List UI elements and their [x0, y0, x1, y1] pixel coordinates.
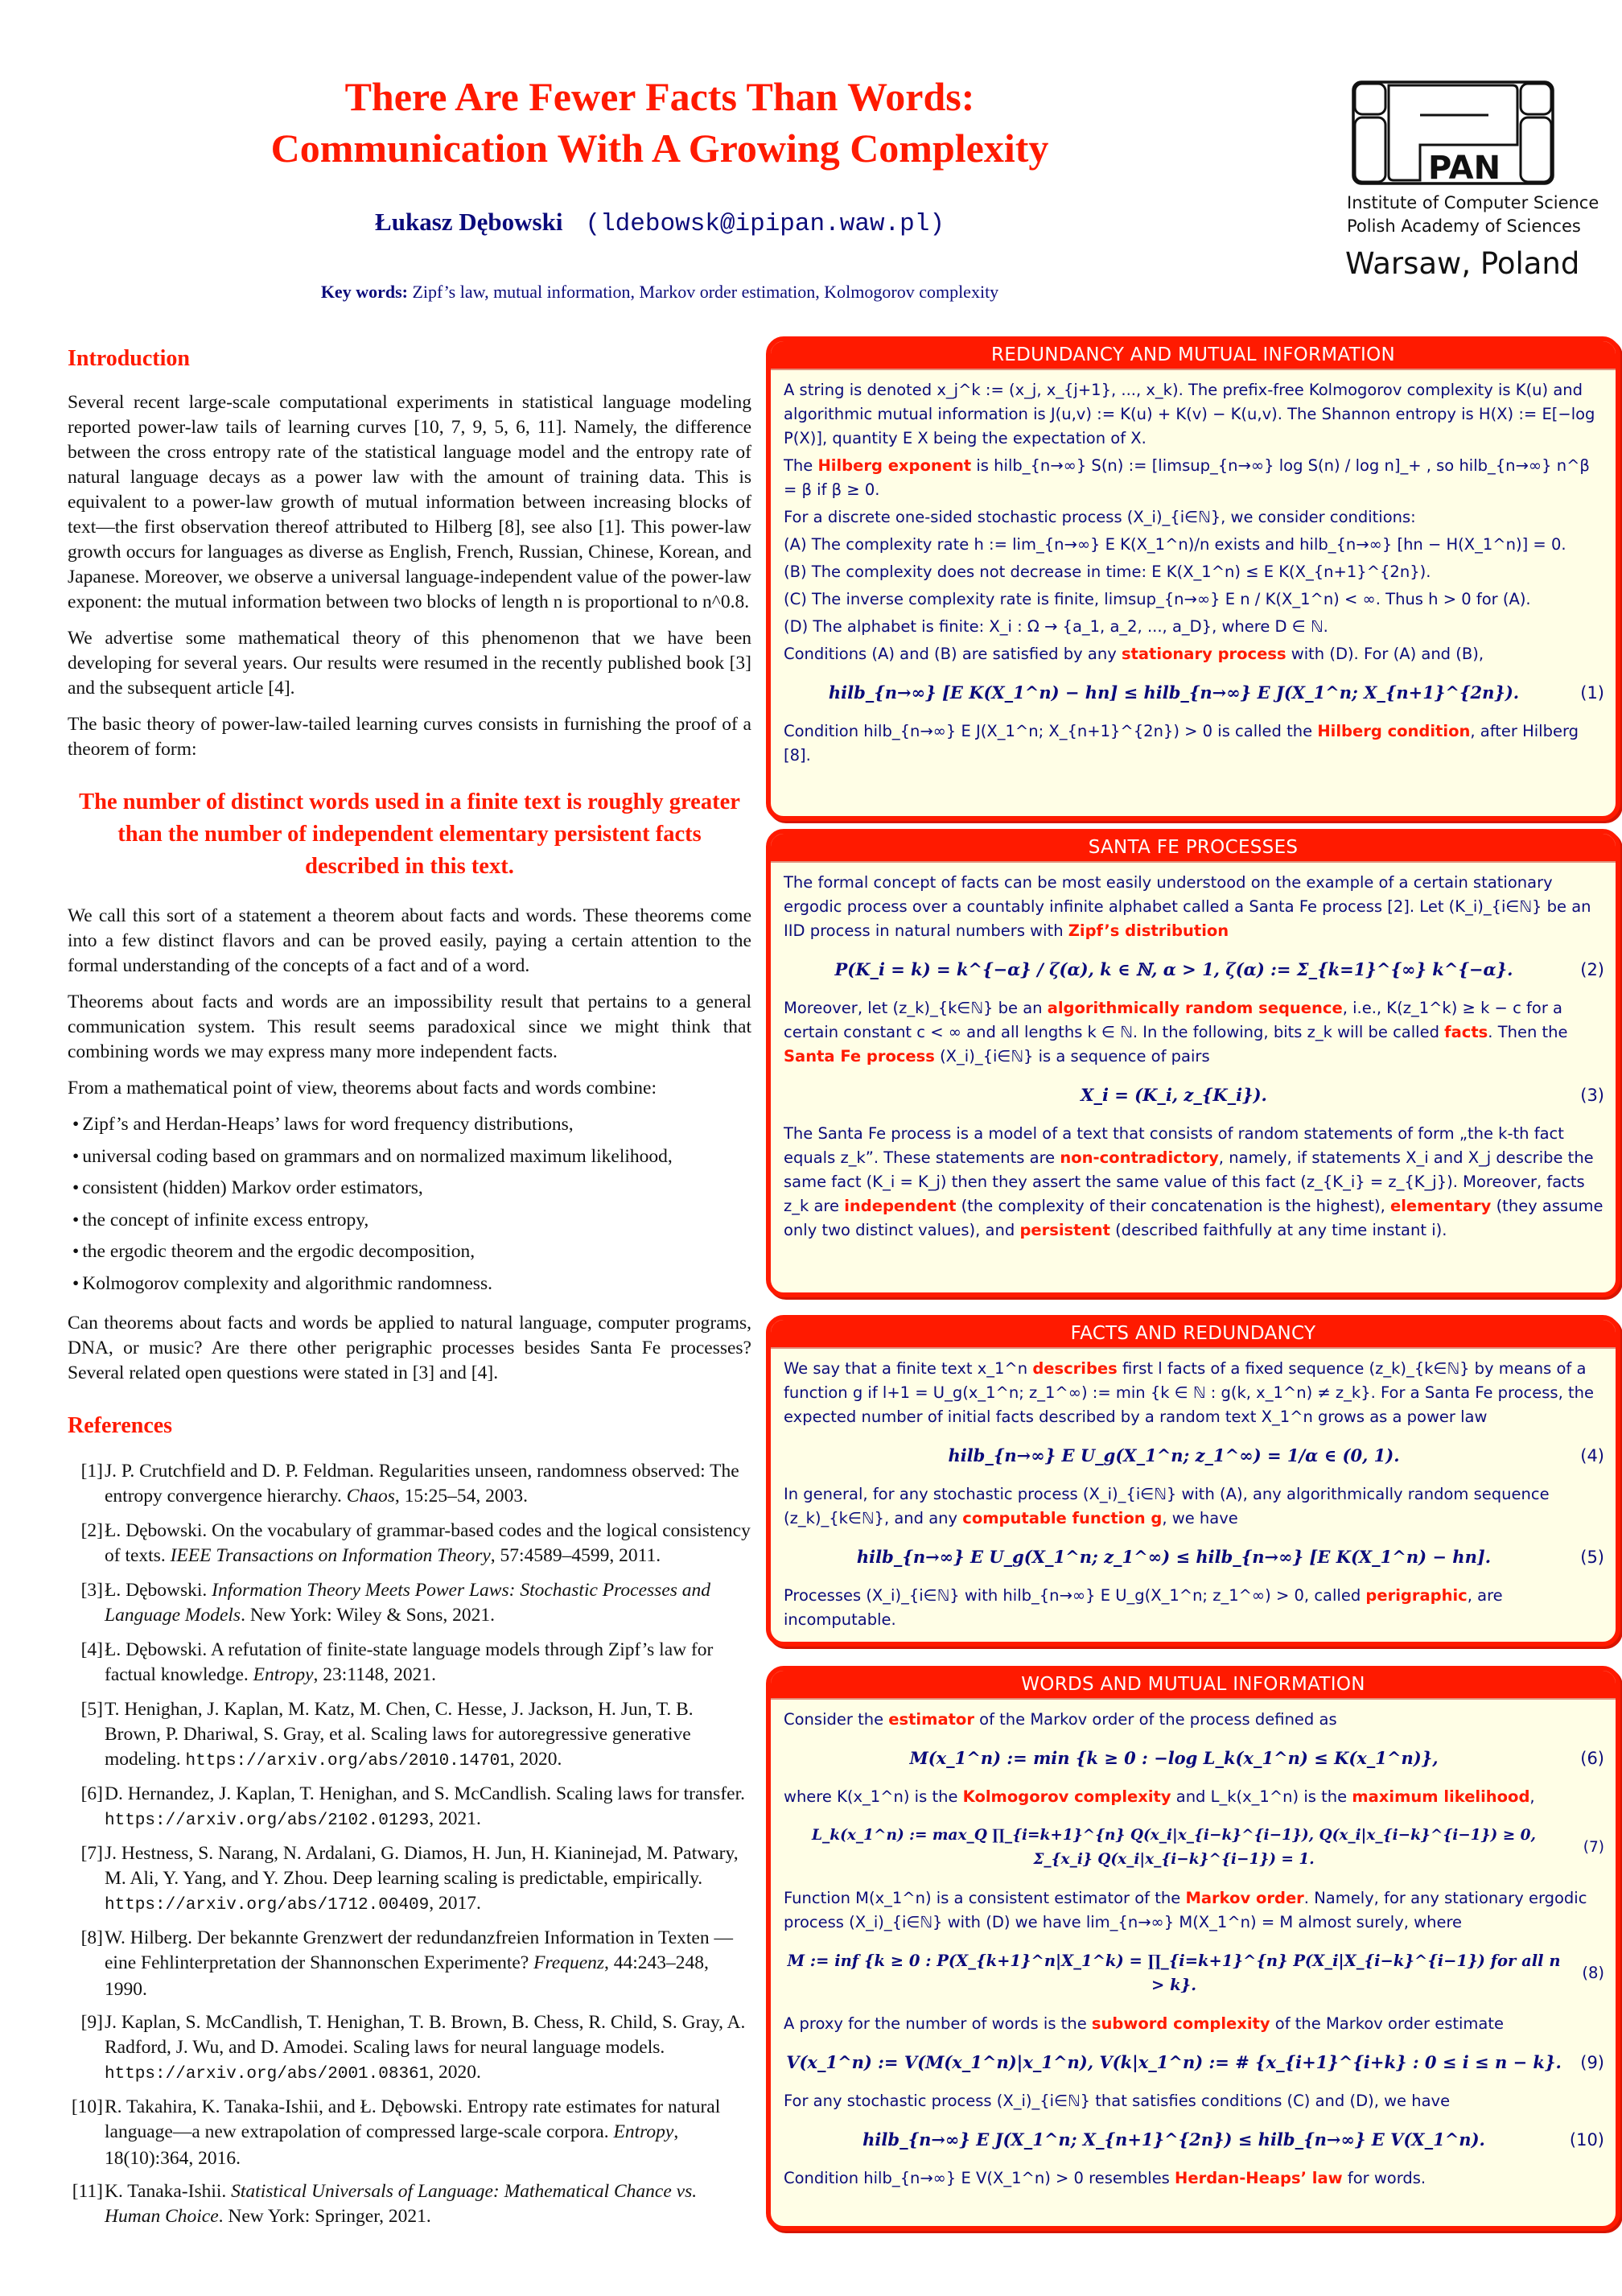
text: first l facts of a fixed sequence (z_k)_{k∈ℕ} by means of a function g if l+1 = U_g(x_1^n; z_1^∞) := min {k ∈ ℕ : g(k, x_1^n) ≠ z_k}. For a Santa Fe process, the expected number of initial facts described by a random text X_1^n grows as a power law	[784, 1359, 1594, 1426]
list-item: • consistent (hidden) Markov order estimators,	[72, 1176, 751, 1201]
reference-authors-title: R. Takahira, K. Tanaka-Ishii, and Ł. Dębowski. Entropy rate estimates for natural language—a new extrapolation of compressed large-scale corpora.	[105, 2096, 721, 2142]
text: The Santa Fe process is a model of a text that consists of random statements of form „the k-th fact equals z_k”. These statements are	[784, 1124, 1564, 1167]
reference-text	[105, 2010, 751, 2087]
intro-paragraph-5: Theorems about facts and words are an impossibility result that pertains to a general communication system. This result seems paradoxical since we might think that combining words we may express many more independent facts.	[68, 991, 751, 1062]
term-perigraphic: perigraphic	[1365, 1586, 1468, 1605]
box-santa-fe	[766, 829, 1620, 1297]
reference-number: [9]	[80, 2011, 103, 2033]
author-line	[0, 208, 1319, 238]
text: We say that a finite text x_1^n	[784, 1359, 1033, 1378]
term-subword-complexity: subword complexity	[1091, 2014, 1270, 2033]
text: Consider the	[784, 1710, 889, 1729]
text: ,	[1529, 1787, 1535, 1806]
reference-details: . New York: Wiley & Sons, 2021.	[241, 1604, 495, 1626]
reference-text	[105, 1782, 751, 1833]
reference-item	[68, 2095, 751, 2171]
institute-name: Institute of Computer Science	[1347, 193, 1599, 212]
introduction-heading: Introduction	[68, 346, 190, 371]
reference-details: , 2017.	[429, 1892, 481, 1914]
text: , after Hilberg [8].	[784, 722, 1579, 765]
redundancy-paragraph-2	[784, 454, 1604, 502]
equation-number: (3)	[1580, 1086, 1604, 1105]
text: . Namely, for any stationary ergodic process (X_i)_{i∈ℕ} with (D) we have lim_{n→∞} M(X_1^n) = M almost surely, where	[784, 1889, 1587, 1931]
reference-url[interactable]: https://arxiv.org/abs/2010.14701	[185, 1751, 510, 1770]
references-heading: References	[68, 1412, 173, 1438]
term-algorithmically-random: algorithmically random sequence	[1047, 999, 1343, 1017]
condition-d: (D) The alphabet is finite: X_i : Ω → {a_1, a_2, ..., a_D}, where D ∈ ℕ.	[784, 617, 1328, 636]
reference-number: [7]	[80, 1842, 103, 1864]
box-words-mutual-information	[766, 1666, 1620, 2231]
words-paragraph-4	[784, 2012, 1604, 2036]
text: The formal concept of facts can be most easily understood on the example of a certain stationary ergodic process over a countably infinite alphabet called a Santa Fe process [2]. Let (K_i)_{i∈ℕ} be an IID process in natural numbers with	[784, 873, 1591, 940]
intro-paragraph-1: Several recent large-scale computational experiments in statistical language modeling reported power-law tails of learning curves [10, 7, 9, 5, 6, 11]. Namely, the difference between the cross entropy rate of the statistical language model and the entropy rate of natural language decays as a power law with the amount of training data. This is equivalent to a power-law growth of mutual information between increasing blocks of text—the first observation thereof attributed to Hilberg [8], see also [1]. This power-law growth occurs for languages as diverse as English, French, Russian, Chinese, Korean, and Japanese. Moreover, we observe a universal language-independent value of the power-law exponent: the mutual information between two blocks of length n is proportional to n^0.8.	[68, 392, 751, 612]
equation-number: (6)	[1580, 1749, 1604, 1768]
list-item: • the ergodic theorem and the ergodic decomposition,	[72, 1239, 751, 1264]
equation-number: (1)	[1580, 683, 1604, 703]
text: , are incomputable.	[784, 1586, 1503, 1629]
text: . Then the	[1488, 1023, 1568, 1041]
text: In general, for any stochastic process (X_i)_{i∈ℕ} with (A), any algorithmically random sequence (z_k)_{k∈ℕ}, and any	[784, 1485, 1550, 1527]
equation-number: (8)	[1582, 1964, 1604, 1982]
reference-item	[68, 1697, 751, 1774]
condition-b: (B) The complexity does not decrease in time: E K(X_1^n) ≤ E K(X_{n+1}^{2n}).	[784, 563, 1431, 581]
formula: X_i = (K_i, z_{K_i}).	[1081, 1085, 1267, 1105]
intro-paragraph-2: We advertise some mathematical theory of this phenomenon that we have been developing for several years. Our results were resumed in the recently published book [3] and the subsequent article [4].	[68, 628, 751, 699]
reference-number: [3]	[80, 1579, 103, 1601]
reference-number: [1]	[80, 1460, 103, 1482]
reference-text	[105, 1519, 751, 1570]
term-non-contradictory: non-contradictory	[1060, 1148, 1219, 1167]
term-kolmogorov-complexity: Kolmogorov complexity	[962, 1787, 1171, 1806]
text: where K(x_1^n) is the	[784, 1787, 963, 1806]
reference-number: [10]	[71, 2096, 103, 2117]
reference-details: , 2021.	[429, 1808, 481, 1829]
title-line-1: There Are Fewer Facts Than Words:	[344, 74, 975, 119]
text: for words.	[1342, 2169, 1426, 2187]
reference-text	[105, 1578, 751, 1630]
equation-number: (5)	[1580, 1548, 1604, 1567]
reference-url[interactable]: https://arxiv.org/abs/2001.08361	[105, 2064, 430, 2084]
equation-1	[784, 681, 1604, 705]
term-maximum-likelihood: maximum likelihood	[1352, 1787, 1530, 1806]
equation-number: (4)	[1580, 1446, 1604, 1465]
reference-url[interactable]: https://arxiv.org/abs/2102.01293	[105, 1811, 430, 1830]
formula: V(x_1^n) := V(M(x_1^n)|x_1^n), V(k|x_1^n) := # {x_{i+1}^{i+k} : 0 ≤ i ≤ n − k}.	[786, 2052, 1562, 2072]
santafe-paragraph-3	[784, 1122, 1604, 1243]
list-item: • universal coding based on grammars and on normalized maximum likelihood,	[72, 1144, 751, 1169]
reference-details: , 15:25–54, 2003.	[394, 1485, 529, 1507]
equation-5	[784, 1545, 1604, 1569]
list-item: • Zipf’s and Herdan-Heaps’ laws for word frequency distributions,	[72, 1112, 751, 1137]
reference-venue: Entropy	[253, 1663, 314, 1685]
box-words-title: WORDS AND MUTUAL INFORMATION	[771, 1671, 1616, 1700]
reference-details: , 23:1148, 2021.	[313, 1663, 437, 1685]
reference-number: [11]	[72, 2180, 103, 2202]
text: (they assume only two distinct values), and	[784, 1197, 1603, 1239]
term-elementary: elementary	[1390, 1197, 1492, 1215]
reference-number: [2]	[80, 1519, 103, 1541]
reference-url[interactable]: https://arxiv.org/abs/1712.00409	[105, 1895, 430, 1915]
list-item: • the concept of infinite excess entropy,	[72, 1208, 751, 1233]
formula: L_k(x_1^n) := max_Q ∏_{i=k+1}^{n} Q(x_i|x_{i−k}^{i−1}), Q(x_i|x_{i−k}^{i−1}) ≥ 0, Σ_{x_i} Q(x_i|x_{i−k}^{i−1}) = 1.	[812, 1827, 1536, 1868]
term-facts: facts	[1444, 1023, 1488, 1041]
main-claim: The number of distinct words used in a finite text is roughly greater than the number of independent elementary persistent facts described in this text.	[79, 789, 740, 879]
equation-number: (9)	[1580, 2053, 1604, 2072]
city-name: Warsaw, Poland	[1345, 246, 1580, 281]
poster-title	[0, 71, 1319, 174]
term-stationary-process: stationary process	[1121, 645, 1286, 663]
reference-details: . New York: Springer, 2021.	[218, 2205, 431, 2227]
redundancy-paragraph-3: For a discrete one-sided stochastic process (X_i)_{i∈ℕ}, we consider conditions:	[784, 508, 1416, 526]
redundancy-paragraph-1: A string is denoted x_j^k := (x_j, x_{j+1}, ..., x_k). The prefix-free Kolmogorov complexity is K(u) and algorithmic mutual information is J(u,v) := K(u) + K(v) − K(u,v). The Shannon entropy is H(X) := E[−log P(X)], quantity E X being the expectation of X.	[784, 381, 1595, 447]
reference-text	[105, 1841, 751, 1918]
keywords-label: Key words:	[320, 282, 408, 302]
reference-text	[105, 2095, 751, 2171]
reference-authors-title: Ł. Dębowski. A refutation of finite-state language models through Zipf’s law for factual knowledge.	[105, 1639, 714, 1685]
reference-authors-title: Ł. Dębowski. On the vocabulary of grammar-based codes and the logical consistency of texts.	[105, 1519, 751, 1566]
equation-7	[784, 1824, 1604, 1872]
condition-a: (A) The complexity rate h := lim_{n→∞} E K(X_1^n)/n exists and hilb_{n→∞} [hn − H(X_1^n)] = 0.	[784, 535, 1566, 554]
author-name: Łukasz Dębowski	[375, 208, 563, 236]
reference-item	[68, 1841, 751, 1918]
reference-authors-title: W. Hilberg. Der bekannte Grenzwert der redundanzfreien Information in Texten — eine Fehlinterpretation der Shannonschen Experimente?	[105, 1927, 733, 1973]
facts-paragraph-3	[784, 1584, 1604, 1632]
words-paragraph-6	[784, 2166, 1604, 2191]
intro-paragraph-6: From a mathematical point of view, theorems about facts and words combine:	[68, 1078, 657, 1099]
formula: M := inf {k ≥ 0 : P(X_{k+1}^n|X_1^k) = ∏_{i=k+1}^{n} P(X_i|X_{i−k}^{i−1}) for all n > k}.	[787, 1952, 1561, 1994]
ipipan-logo-icon	[1352, 80, 1554, 185]
text: The	[784, 456, 818, 475]
logo-text: PAN	[1428, 150, 1501, 185]
redundancy-paragraph-5	[784, 719, 1604, 768]
redundancy-paragraph-4	[784, 642, 1604, 666]
equation-2	[784, 958, 1604, 982]
title-line-2: Communication With A Growing Complexity	[270, 126, 1049, 171]
term-describes: describes	[1032, 1359, 1118, 1378]
reference-details: , 57:4589–4599, 2011.	[490, 1544, 661, 1566]
words-paragraph-5: For any stochastic process (X_i)_{i∈ℕ} that satisfies conditions (C) and (D), we have	[784, 2092, 1451, 2110]
box-redundancy	[766, 336, 1620, 821]
academy-name: Polish Academy of Sciences	[1347, 216, 1581, 236]
box-facts-redundancy	[766, 1315, 1620, 1647]
words-paragraph-1	[784, 1708, 1604, 1732]
reference-details: , 18(10):364, 2016.	[105, 2121, 679, 2169]
reference-authors-title: T. Henighan, J. Kaplan, M. Katz, M. Chen, C. Hesse, J. Jackson, H. Jun, T. B. Brown, P. Dhariwal, S. Gray, et al. Scaling laws for autoregressive generative modeling.	[105, 1698, 694, 1770]
formula: hilb_{n→∞} E U_g(X_1^n; z_1^∞) ≤ hilb_{n→∞} [E K(X_1^n) − hn].	[856, 1547, 1492, 1567]
reference-item	[68, 1638, 751, 1689]
reference-venue: Statistical Universals of Language: Mathematical Chance vs. Human Choice	[105, 2180, 698, 2227]
reference-details: , 2020.	[509, 1748, 562, 1770]
formula: hilb_{n→∞} E U_g(X_1^n; z_1^∞) = 1/α ∈ (0, 1).	[948, 1445, 1400, 1465]
words-paragraph-2	[784, 1785, 1604, 1809]
equation-number: (2)	[1580, 960, 1604, 979]
term-computable-function: computable function g	[962, 1509, 1163, 1527]
equation-number: (10)	[1569, 2130, 1604, 2150]
reference-authors-title: Ł. Dębowski.	[105, 1579, 212, 1601]
affiliation-block	[1345, 80, 1599, 282]
reference-text	[105, 2179, 751, 2231]
term-hilberg-condition: Hilberg condition	[1317, 722, 1471, 740]
reference-item	[68, 2010, 751, 2087]
reference-authors-title: K. Tanaka-Ishii.	[105, 2180, 232, 2202]
reference-item	[68, 2179, 751, 2231]
reference-details: , 2020.	[429, 2061, 481, 2083]
intro-paragraph-7: Can theorems about facts and words be applied to natural language, computer programs, DNA, or music? Are there other perigraphic processes besides Santa Fe processes? Several related open questions were stated in [3] and [4].	[68, 1312, 751, 1383]
reference-item	[68, 1926, 751, 2002]
reference-details: , 44:243–248, 1990.	[105, 1952, 709, 2000]
condition-c: (C) The inverse complexity rate is finite, limsup_{n→∞} E n / K(X_1^n) < ∞. Thus h > 0 for (A).	[784, 590, 1531, 608]
term-hilberg-exponent: Hilberg exponent	[817, 456, 972, 475]
box-redundancy-title: REDUNDANCY AND MUTUAL INFORMATION	[771, 341, 1616, 370]
text: of the Markov order of the process defined as	[974, 1710, 1337, 1729]
text: Function M(x_1^n) is a consistent estimator of the	[784, 1889, 1186, 1907]
box-santa-fe-title: SANTA FE PROCESSES	[771, 834, 1616, 863]
term-santa-fe-process: Santa Fe process	[784, 1047, 935, 1066]
equation-8	[784, 1949, 1604, 1997]
left-column	[68, 346, 751, 2239]
references-list	[68, 1459, 751, 2231]
reference-item	[68, 1519, 751, 1570]
intro-paragraph-3: The basic theory of power-law-tailed learning curves consists in furnishing the proof of a theorem of form:	[68, 714, 751, 760]
term-independent: independent	[844, 1197, 957, 1215]
reference-text	[105, 1697, 751, 1774]
santafe-paragraph-2	[784, 996, 1604, 1069]
reference-text	[105, 1638, 751, 1689]
facts-paragraph-1	[784, 1357, 1604, 1429]
reference-authors-title: J. P. Crutchfield and D. P. Feldman. Regularities unseen, randomness observed: The entropy convergence hierarchy.	[105, 1460, 739, 1507]
text: (the complexity of their concatenation is the highest),	[956, 1197, 1390, 1215]
text: Processes (X_i)_{i∈ℕ} with hilb_{n→∞} E U_g(X_1^n; z_1^∞) > 0, called	[784, 1586, 1366, 1605]
reference-number: [6]	[80, 1783, 103, 1804]
term-persistent: persistent	[1019, 1221, 1110, 1239]
text: (X_i)_{i∈ℕ} is a sequence of pairs	[934, 1047, 1210, 1066]
text: of the Markov order estimate	[1270, 2014, 1505, 2033]
term-zipf-distribution: Zipf’s distribution	[1068, 921, 1229, 940]
text: is hilb_{n→∞} S(n) := [limsup_{n→∞} log S(n) / log n]_+ , so hilb_{n→∞} n^β = β if β ≥ 0.	[784, 456, 1590, 499]
formula: hilb_{n→∞} E J(X_1^n; X_{n+1}^{2n}) ≤ hilb_{n→∞} E V(X_1^n).	[862, 2129, 1485, 2150]
equation-10	[784, 2128, 1604, 2152]
text: Moreover, let (z_k)_{k∈ℕ} be an	[784, 999, 1048, 1017]
box-facts-title: FACTS AND REDUNDANCY	[771, 1320, 1616, 1349]
equation-number: (7)	[1583, 1839, 1604, 1856]
reference-item	[68, 1459, 751, 1511]
reference-venue: Frequenz	[533, 1952, 605, 1973]
reference-authors-title: J. Hestness, S. Narang, N. Ardalani, G. Diamos, H. Jun, H. Kianinejad, M. Patwary, M. Ali, Y. Yang, and Y. Zhou. Deep learning scaling is predictable, empirically.	[105, 1842, 739, 1889]
intro-paragraph-4: We call this sort of a statement a theorem about facts and words. These theorems come into a few distinct flavors and can be proved easily, paying a certain attention to the formal understanding of the concepts of a fact and of a word.	[68, 905, 751, 976]
list-item: • Kolmogorov complexity and algorithmic randomness.	[72, 1272, 751, 1296]
equation-4	[784, 1444, 1604, 1468]
equation-9	[784, 2051, 1604, 2075]
formula: M(x_1^n) := min {k ≥ 0 : −log L_k(x_1^n) ≤ K(x_1^n)},	[909, 1748, 1439, 1768]
term-estimator: estimator	[888, 1710, 974, 1729]
text: , namely, if statements X_i and X_j describe the same fact (K_i = K_j) then they assert the same value of this fact (z_{K_i} = z_{K_j}). Moreover, facts z_k are	[784, 1148, 1594, 1215]
text: Conditions (A) and (B) are satisfied by any	[784, 645, 1122, 663]
reference-venue: Entropy	[613, 2121, 674, 2142]
reference-number: [8]	[80, 1927, 103, 1948]
equation-3	[784, 1083, 1604, 1107]
reference-item	[68, 1782, 751, 1833]
reference-venue: Information Theory Meets Power Laws: Stochastic Processes and Language Models	[105, 1579, 711, 1626]
keywords-list: Zipf’s law, mutual information, Markov order estimation, Kolmogorov complexity	[412, 282, 999, 302]
text: (described faithfully at any time instant i).	[1109, 1221, 1447, 1239]
reference-authors-title: D. Hernandez, J. Kaplan, T. Henighan, and S. McCandlish. Scaling laws for transfer.	[105, 1783, 745, 1804]
equation-6	[784, 1746, 1604, 1770]
reference-venue: IEEE Transactions on Information Theory	[170, 1544, 491, 1566]
facts-paragraph-2	[784, 1482, 1604, 1531]
text: A proxy for the number of words is the	[784, 2014, 1092, 2033]
formula: hilb_{n→∞} [E K(X_1^n) − hn] ≤ hilb_{n→∞} E J(X_1^n; X_{n+1}^{2n}).	[828, 682, 1520, 703]
reference-venue: Chaos	[346, 1485, 395, 1507]
santafe-paragraph-1	[784, 871, 1604, 943]
reference-text	[105, 1459, 751, 1511]
text: and L_k(x_1^n) is the	[1171, 1787, 1352, 1806]
reference-text	[105, 1926, 751, 2002]
words-paragraph-3	[784, 1886, 1604, 1935]
institute-lines	[1347, 192, 1599, 238]
formula: P(K_i = k) = k^{−α} / ζ(α), k ∈ ℕ, α > 1, ζ(α) := Σ_{k=1}^{∞} k^{−α}.	[834, 959, 1513, 979]
term-markov-order: Markov order	[1185, 1889, 1304, 1907]
reference-authors-title: J. Kaplan, S. McCandlish, T. Henighan, T. B. Brown, B. Chess, R. Child, S. Gray, A. Radford, J. Wu, and D. Amodei. Scaling laws for neural language models.	[105, 2011, 746, 2058]
reference-number: [5]	[80, 1698, 103, 1720]
reference-item	[68, 1578, 751, 1630]
text: Condition hilb_{n→∞} E J(X_1^n; X_{n+1}^{2n}) > 0 is called the	[784, 722, 1318, 740]
author-email: (ldebowsk@ipipan.waw.pl)	[585, 210, 945, 238]
topics-list	[72, 1112, 751, 1296]
term-herdan-heaps-law: Herdan-Heaps’ law	[1175, 2169, 1343, 2187]
text: Condition hilb_{n→∞} E V(X_1^n) > 0 resembles	[784, 2169, 1175, 2187]
text: , we have	[1162, 1509, 1238, 1527]
text: with (D). For (A) and (B),	[1286, 645, 1484, 663]
text: , i.e., K(z_1^k) ≥ k − c for a certain constant c < ∞ and all lengths k ∈ ℕ. In the following, bits z_k will be called	[784, 999, 1562, 1041]
reference-number: [4]	[80, 1639, 103, 1660]
keywords-line	[0, 282, 1319, 303]
